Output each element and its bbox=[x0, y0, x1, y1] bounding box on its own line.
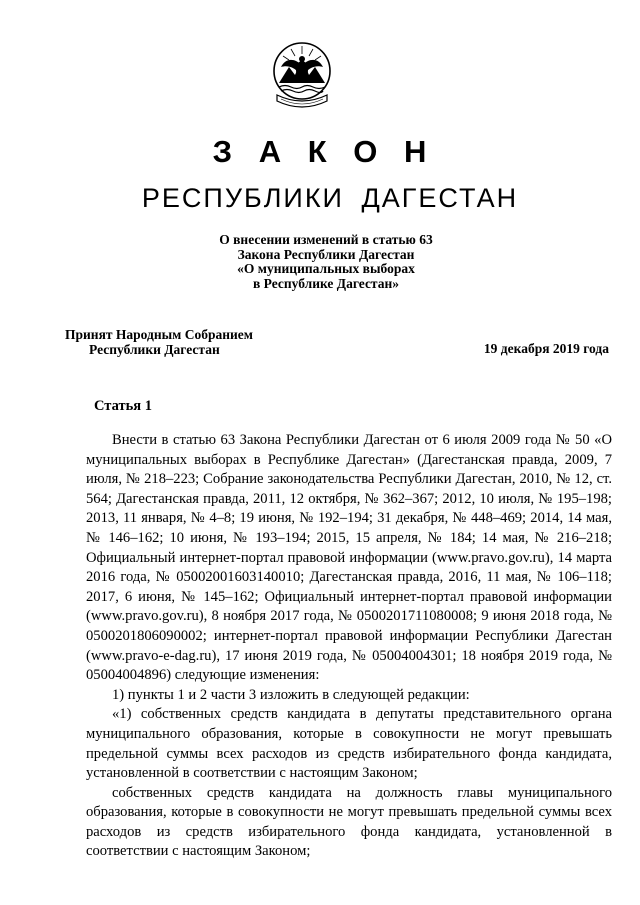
article-paragraph: собственных средств кандидата на должность главы муниципального образования, которые в совокупности не могут превышать предельной суммы всех расходов из средств избирательного фонда кандидата, установленной в соответствии с настоящим Законом; bbox=[86, 784, 612, 860]
article-heading: Статья 1 bbox=[94, 398, 152, 414]
article-paragraph: 1) пункты 1 и 2 части 3 изложить в следующей редакции: bbox=[112, 686, 470, 703]
adoption-note bbox=[65, 327, 253, 357]
subject-line: О внесении изменений в статью 63 bbox=[219, 232, 433, 247]
adoption-line-1: Принят Народным Собранием bbox=[65, 327, 253, 342]
article-paragraph: Внести в статью 63 Закона Республики Дагестан от 6 июля 2009 года № 50 «О муниципальных выборах в Республике Дагестан» (Дагестанская правда, 2009, 7 июля, № 218–223; Собрание законодательства Республики Дагестан, 2010, № 12, ст. 564; Дагестанская правда, 2011, 12 октября, № 362–367; 2012, 10 июля, № 195–198; 2013, 11 января, № 4–8; 19 июня, № 192–194; 31 декабря, № 448–469; 2014, 14 мая, № 146–162; 10 июня, № 193–194; 2015, 15 апреля, № 184; 14 мая, № 216–218; Официальный интернет-портал правовой информации (www.pravo.gov.ru), 14 марта 2016 года, № 05002001603140010; Дагестанская правда, 2016, 11 мая, № 106–118; 2017, 6 июня, № 145–162; Официальный интернет-портал правовой информации (www.pravo.gov.ru), 8 ноября 2017 года, № 0500201711080008; 9 июня 2018 года, № 0500201806090002; интернет-портал правовой информации Республики Дагестан (www.pravo-e-dag.ru), 17 июня 2019 года, № 05004004301; 18 ноября 2019 года, № 05004004896) следующие изменения: bbox=[86, 432, 612, 684]
dagestan-coat-of-arms-icon bbox=[271, 37, 333, 115]
article-paragraph: «1) собственных средств кандидата в депутаты представительного органа муниципального образования, которые в совокупности не могут превышать предельной суммы всех расходов из средств избирательного фонда кандидата, установленной в соответствии с настоящим Законом; bbox=[86, 706, 612, 782]
article-body bbox=[86, 431, 612, 862]
subject-line: в Республике Дагестан» bbox=[252, 275, 400, 291]
law-subject bbox=[0, 233, 640, 291]
adoption-line-2: Республики Дагестан bbox=[89, 342, 220, 357]
law-title: З А К О Н bbox=[212, 134, 436, 169]
subject-line: «О муниципальных выборах bbox=[237, 261, 415, 276]
adoption-date: 19 декабря 2019 года bbox=[483, 341, 609, 356]
subject-line: Закона Республики Дагестан bbox=[237, 246, 415, 262]
law-subtitle: РЕСПУБЛИКИ ДАГЕСТАН bbox=[141, 183, 519, 213]
